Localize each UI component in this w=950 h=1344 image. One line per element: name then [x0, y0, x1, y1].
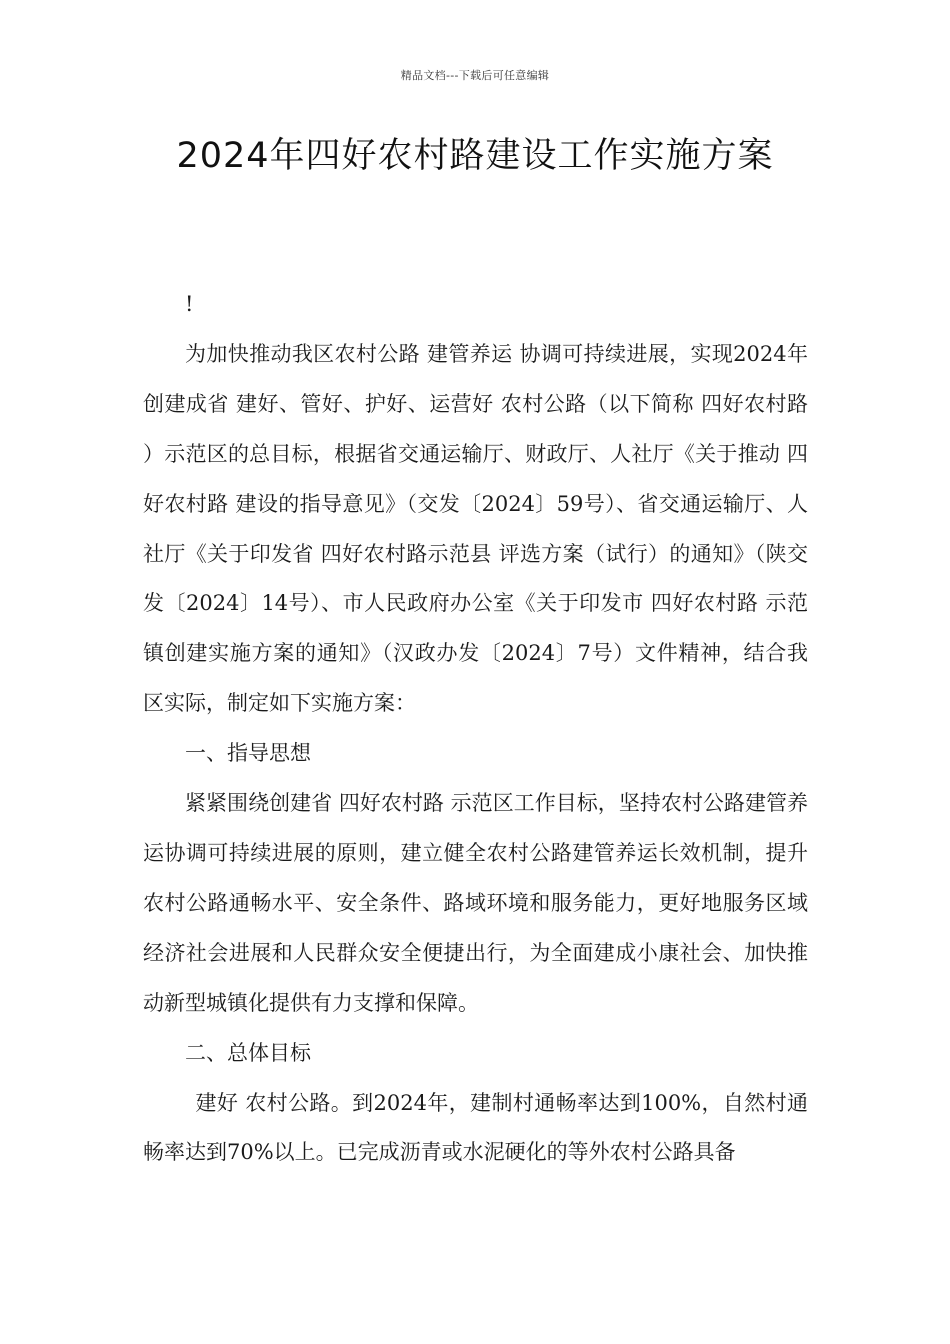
header-note: 精品文档---下载后可任意编辑 — [400, 69, 550, 82]
section-heading-overall-goal: 二、总体目标 — [185, 1040, 311, 1065]
paragraph-guiding-thought: 紧紧围绕创建省 四好农村路 示范区工作目标，坚持农村公路建管养运协调可持续进展的原则，建立健全农村公路建管养运长效机制，提升农村公路通畅水平、安全条件、路域环境和服务能力，更好地服务区域经济社会进展和人民群众安全便捷出行，为全面建成小康社会、加快推动新型城镇化提供有力支撑和保障。 — [143, 791, 808, 1015]
paragraph-overall-goal: 建好 农村公路。到2024年，建制村通畅率达到100%，自然村通畅率达到70%以上。已完成沥青或水泥硬化的等外农村公路具备 — [143, 1090, 808, 1165]
section-heading-guiding-thought: 一、指导思想 — [185, 741, 311, 766]
document-title: 2024年四好农村路建设工作实施方案 — [176, 136, 774, 176]
document-body — [143, 280, 808, 1178]
paragraph-intro: 为加快推动我区农村公路 建管养运 协调可持续进展，实现2024年创建成省 建好、管好、护好、运营好 农村公路（以下简称 四好农村路 ）示范区的总目标，根据省交通运输厅、财政厅、人社厅《关于推动 四好农村路 建设的指导意见》（交发〔2024〕59号）、省交通运输厅、人社厅《关于印发省 四好农村路示范县 评选方案（试行）的通知》（陕交发〔2024〕14号）、市人民政府办公室《关于印发市 四好农村路 示范镇创建实施方案的通知》（汉政办发〔2024〕7号）文件精神，结合我区实际，制定如下实施方案： — [143, 341, 808, 716]
paragraph-exclamation: ! — [185, 292, 194, 316]
